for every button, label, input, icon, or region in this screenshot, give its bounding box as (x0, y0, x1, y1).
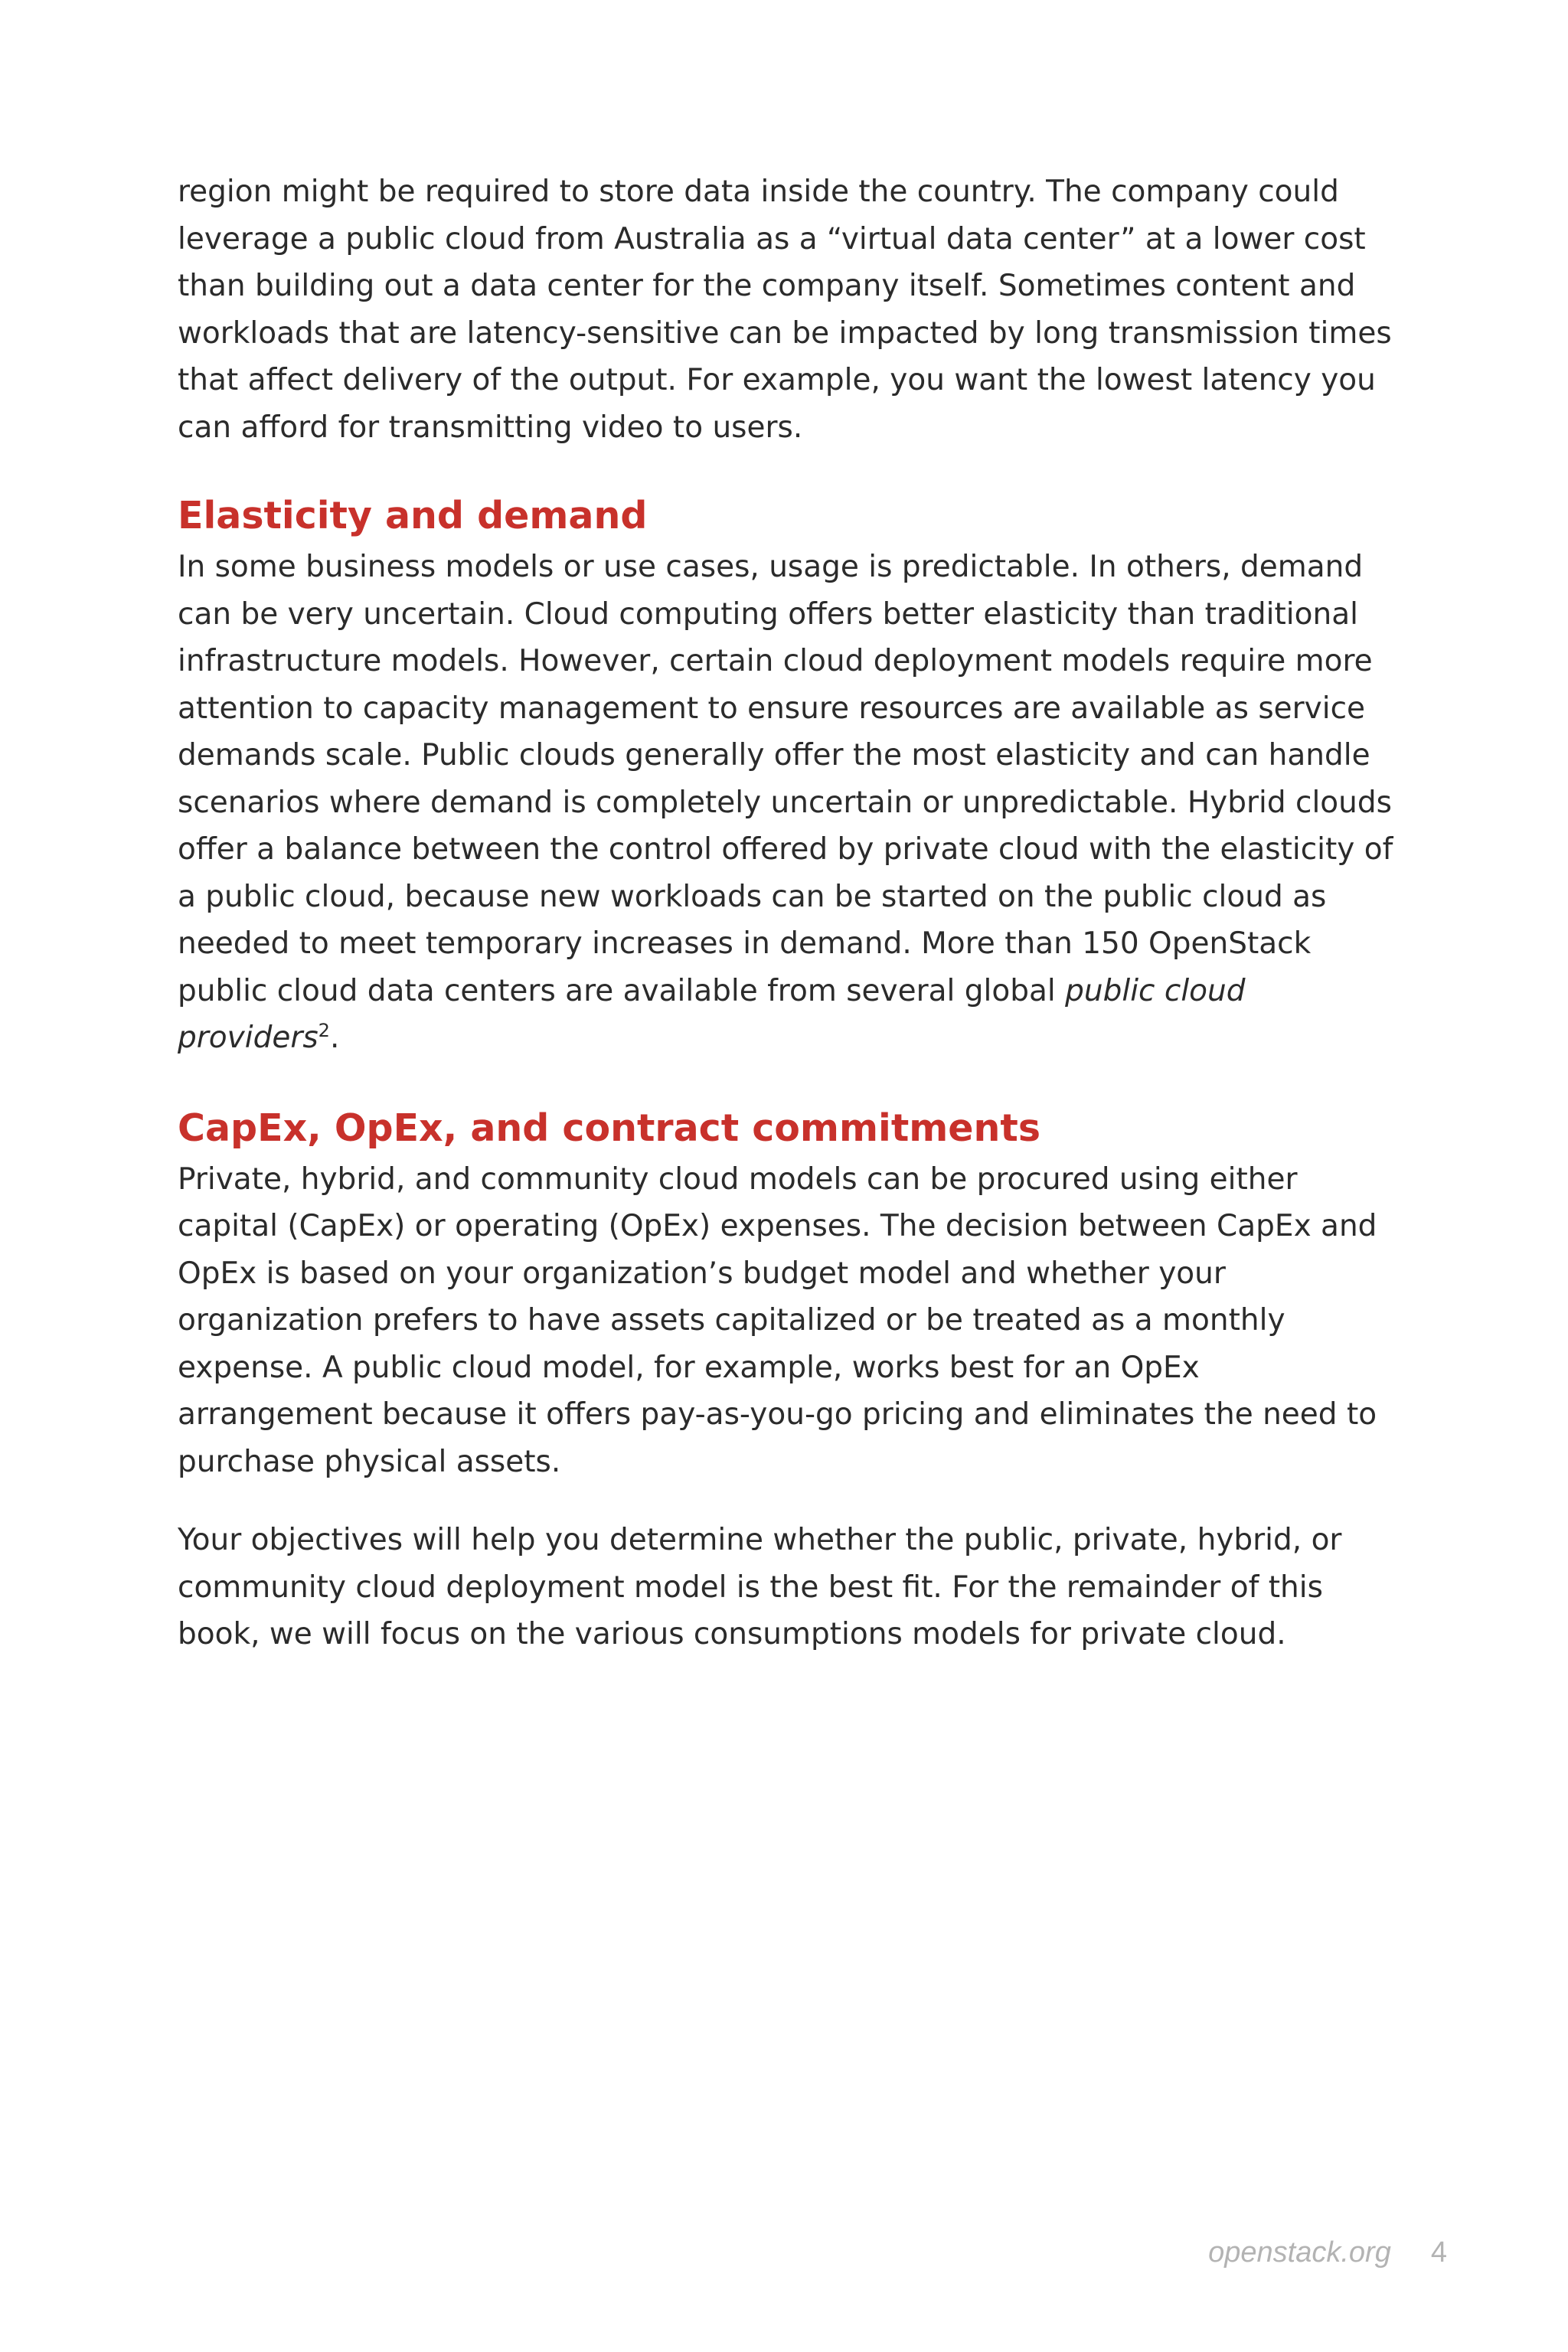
elasticity-paragraph (178, 544, 1403, 1062)
document-page (178, 168, 1403, 1658)
elasticity-text: In some business models or use cases, usage is predictable. In others, demand can be very uncertain. Cloud computing offers better elasticity than traditional infrastructure models. However, certain cloud deployment models require more attention to capacity management to ensure resources are available as service demands scale. Public clouds generally offer the most elasticity and can handle scenarios where demand is completely uncertain or unpredictable. Hybrid clouds offer a balance between the control offered by private cloud with the elasticity of a public cloud, because new workloads can be started on the public cloud as needed to meet temporary increases in demand. More than 150 OpenStack public cloud data centers are available from several global (178, 550, 1393, 1008)
public-cloud-providers-link[interactable]: public cloud providers (178, 973, 1246, 1055)
page-number: 4 (1430, 2236, 1447, 2269)
objectives-paragraph: Your objectives will help you determine whether the public, private, hybrid, or community cloud deployment model is the best fit. For the remainder of this book, we will focus on the various consumptions models for private cloud. (178, 1523, 1342, 1651)
section-heading-elasticity: Elasticity and demand (178, 494, 648, 537)
footer-site: openstack.org (1208, 2236, 1391, 2269)
capex-paragraph: Private, hybrid, and community cloud models can be procured using either capital (CapEx) or operating (OpEx) expenses. The decision between CapEx and OpEx is based on your organization’s budget model and whether your organization prefers to have assets capitalized or be treated as a monthly expense. A public cloud model, for example, works best for an OpEx arrangement because it offers pay-as-you-go pricing and eliminates the need to purchase physical assets. (178, 1161, 1377, 1479)
intro-paragraph: region might be required to store data inside the country. The company could leverage a public cloud from Australia as a “virtual data center” at a lower cost than building out a data center for the company itself. Sometimes content and workloads that are latency-sensitive can be impacted by long transmission times that affect delivery of the output. For example, you want the lowest latency you can afford for transmitting video to users. (178, 175, 1392, 445)
footnote-marker: 2 (318, 1020, 330, 1041)
page-footer (1208, 2236, 1447, 2269)
section-heading-capex-opex: CapEx, OpEx, and contract commitments (178, 1106, 1040, 1150)
elasticity-tail: . (329, 1021, 340, 1055)
